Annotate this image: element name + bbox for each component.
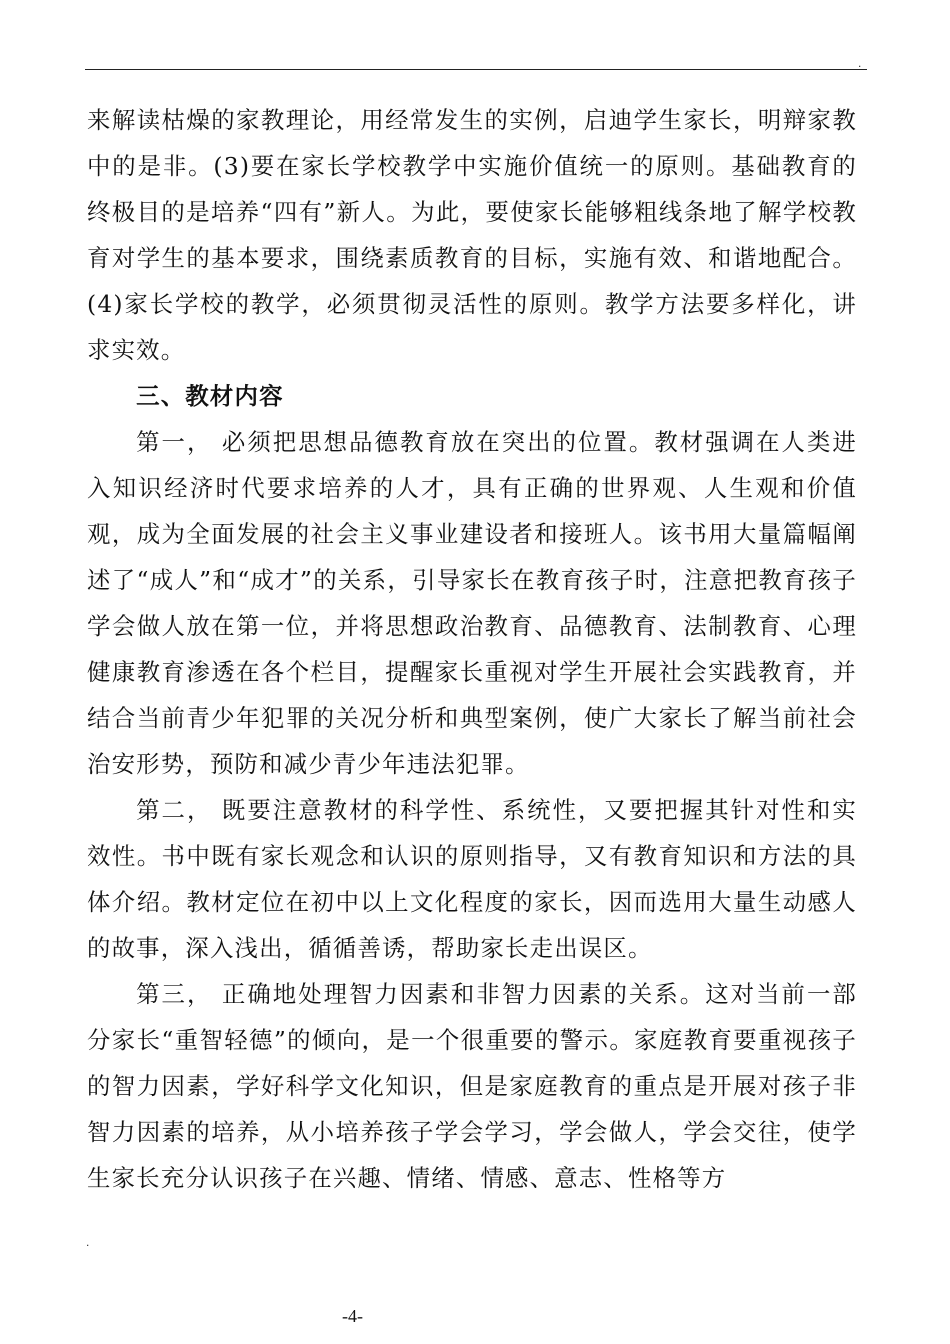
paragraph-second: 第二， 既要注意教材的科学性、系统性，又要把握其针对性和实效性。书中既有家长观念和认识的原则指导，又有教育知识和方法的具体介绍。教材定位在初中以上文化程度的家长，因而选用大量生动感人的故事，深入浅出，循循善诱，帮助家长走出误区。 xyxy=(87,796,857,962)
page-number: -4- xyxy=(342,1306,363,1326)
header-rule xyxy=(85,69,867,70)
paragraph-continued: 来解读枯燥的家教理论，用经常发生的实例，启迪学生家长，明辩家教中的是非。(3)要在家长学校教学中实施价值统一的原则。基础教育的终极目的是培养“四有”新人。为此，要使家长能够粗线条地了解学校教育对学生的基本要求，围绕素质教育的目标，实施有效、和谐地配合。(4)家长学校的教学，必须贯彻灵活性的原则。教学方法要多样化，讲求实效。 xyxy=(87,106,857,364)
paragraph-first: 第一， 必须把思想品德教育放在突出的位置。教材强调在人类进入知识经济时代要求培养的人才，具有正确的世界观、人生观和价值观，成为全面发展的社会主义事业建设者和接班人。该书用大量篇幅阐述了“成人”和“成才”的关系，引导家长在教育孩子时，注意把教育孩子学会做人放在第一位，并将思想政治教育、品德教育、法制教育、心理健康教育渗透在各个栏目，提醒家长重视对学生开展社会实践教育，并结合当前青少年犯罪的关况分析和典型案例，使广大家长了解当前社会治安形势，预防和减少青少年违法犯罪。 xyxy=(87,428,857,778)
paragraph-third: 第三， 正确地处理智力因素和非智力因素的关系。这对当前一部分家长“重智轻德”的倾向，是一个很重要的警示。家庭教育要重视孩子的智力因素，学好科学文化知识，但是家庭教育的重点是开展对孩子非智力因素的培养，从小培养孩子学会学习，学会做人，学会交往，使学生家长充分认识孩子在兴趣、情绪、情感、意志、性格等方 xyxy=(87,980,857,1192)
section-heading: 三、教材内容 xyxy=(136,382,284,410)
footer-corner-mark: . xyxy=(86,1235,90,1249)
header-corner-mark: . xyxy=(858,56,862,70)
page-body xyxy=(87,97,857,1201)
